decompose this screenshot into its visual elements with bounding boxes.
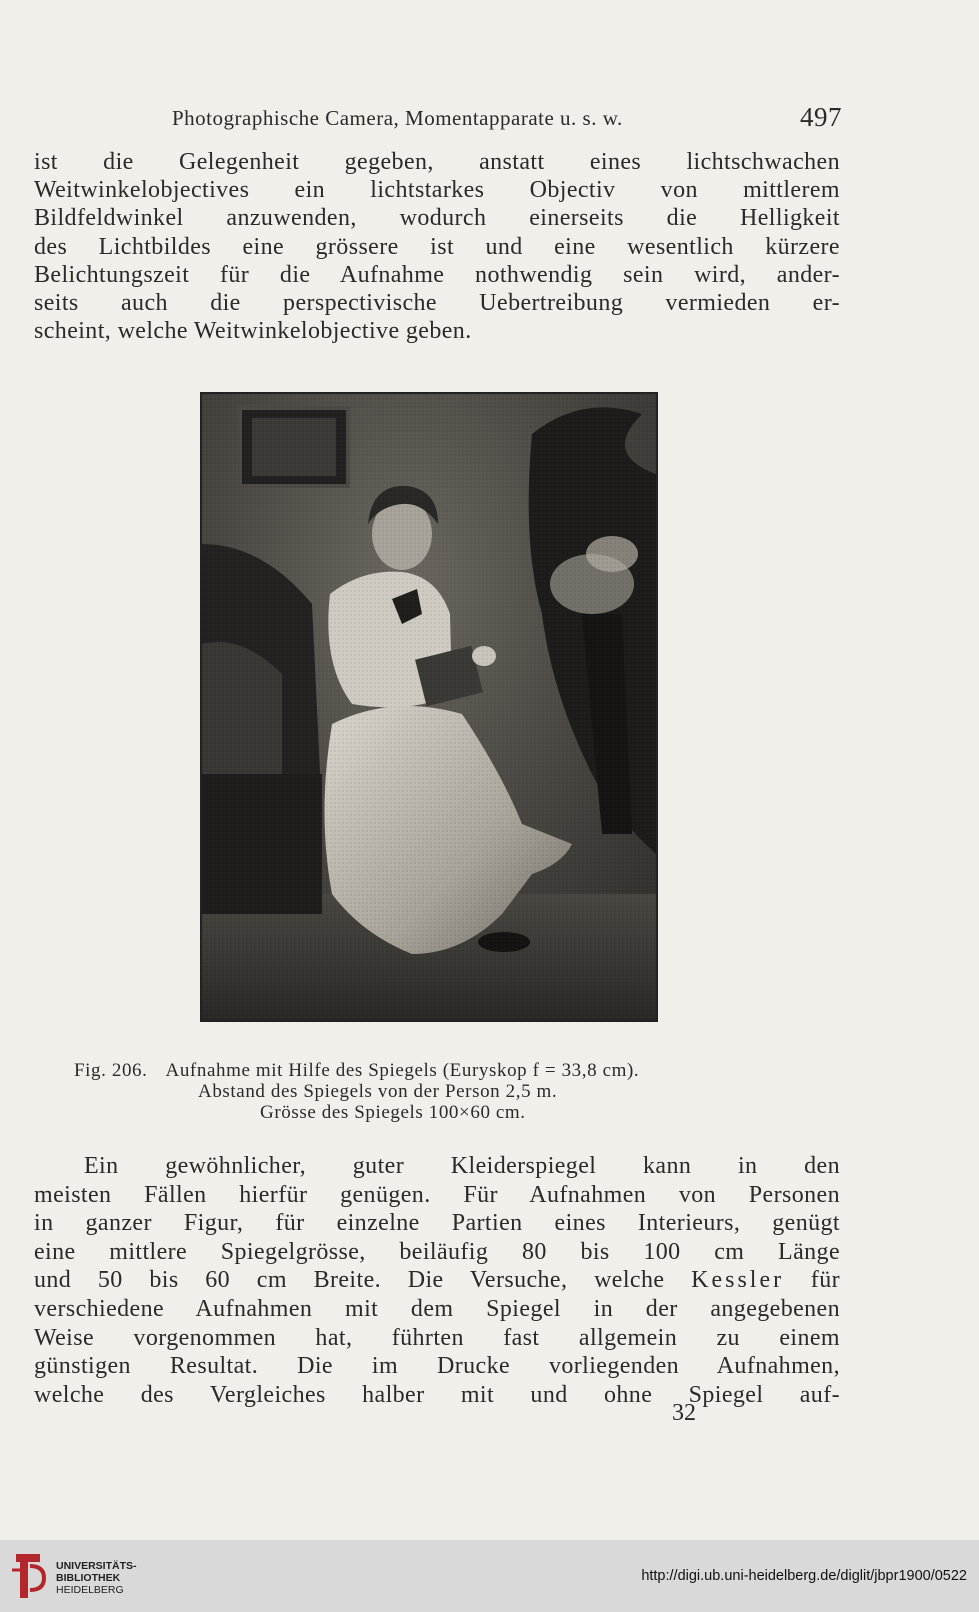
text-line [34, 1266, 840, 1295]
library-footer [0, 1540, 979, 1612]
caption-text: Aufnahme mit Hilfe des Spiegels (Euryskop f = 33,8 cm). [165, 1060, 640, 1081]
text-segment: und 50 bis 60 cm Breite. Die Versuche, welche [34, 1267, 692, 1294]
text-line: Belichtungszeit für die Aufnahme nothwendig sein wird, ander- [34, 261, 840, 288]
text-line: Weise vorgenommen hat, führten fast allgemein zu einem [34, 1324, 840, 1351]
paragraph-2 [34, 1152, 840, 1409]
text-line: verschiedene Aufnahmen mit dem Spiegel in der angegebenen [34, 1295, 840, 1322]
text-line: Ein gewöhnlicher, guter Kleiderspiegel kann in den [84, 1153, 840, 1179]
text-line: des Lichtbildes eine grössere ist und eine wesentlich kürzere [34, 233, 840, 260]
running-head [172, 102, 842, 136]
caption-line-1 [74, 1060, 834, 1081]
paragraph-1 [34, 148, 840, 345]
author-name: Kessler [691, 1267, 785, 1294]
library-name-line: UNIVERSITÄTS- [56, 1560, 137, 1572]
text-segment: für [784, 1267, 840, 1294]
caption-line-3: Grösse des Spiegels 100×60 cm. [260, 1102, 526, 1123]
portrait-photo-icon [202, 394, 656, 1020]
running-title: Photographische Camera, Momentapparate u. s. w. [172, 106, 623, 130]
text-line: meisten Fällen hierfür genügen. Für Aufnahmen von Personen [34, 1181, 840, 1208]
text-line: seits auch die perspectivische Uebertreibung vermieden er- [34, 290, 840, 317]
library-logo-icon [10, 1550, 48, 1602]
text-line: scheint, welche Weitwinkelobjective geben. [34, 318, 472, 345]
text-line: welche des Vergleiches halber mit und ohne Spiegel auf- [34, 1381, 840, 1408]
text-line: eine mittlere Spiegelgrösse, beiläufig 80 bis 100 cm Länge [34, 1238, 840, 1265]
source-url-link[interactable]: http://digi.ub.uni-heidelberg.de/diglit/jbpr1900/0522 [641, 1568, 967, 1584]
text-line: günstigen Resultat. Die im Drucke vorliegenden Aufnahmen, [34, 1353, 840, 1380]
text-line: ist die Gelegenheit gegeben, anstatt eines lichtschwachen [34, 149, 840, 175]
text-line: Weitwinkelobjectives ein lichtstarkes Objectiv von mittlerem [34, 177, 840, 204]
figure-caption [74, 1060, 834, 1123]
text-line: Bildfeldwinkel anzuwenden, wodurch einerseits die Helligkeit [34, 205, 840, 232]
signature-mark: 32 [672, 1400, 696, 1426]
page-number: 497 [800, 102, 842, 132]
figure-label: Fig. 206. [74, 1060, 148, 1081]
library-name [56, 1560, 137, 1596]
library-name-line: HEIDELBERG [56, 1584, 124, 1596]
caption-line-2: Abstand des Spiegels von der Person 2,5 m. [198, 1081, 558, 1102]
figure-photograph [200, 392, 658, 1022]
text-line: in ganzer Figur, für einzelne Partien eines Interieurs, genügt [34, 1210, 840, 1237]
library-name-line: BIBLIOTHEK [56, 1572, 121, 1584]
